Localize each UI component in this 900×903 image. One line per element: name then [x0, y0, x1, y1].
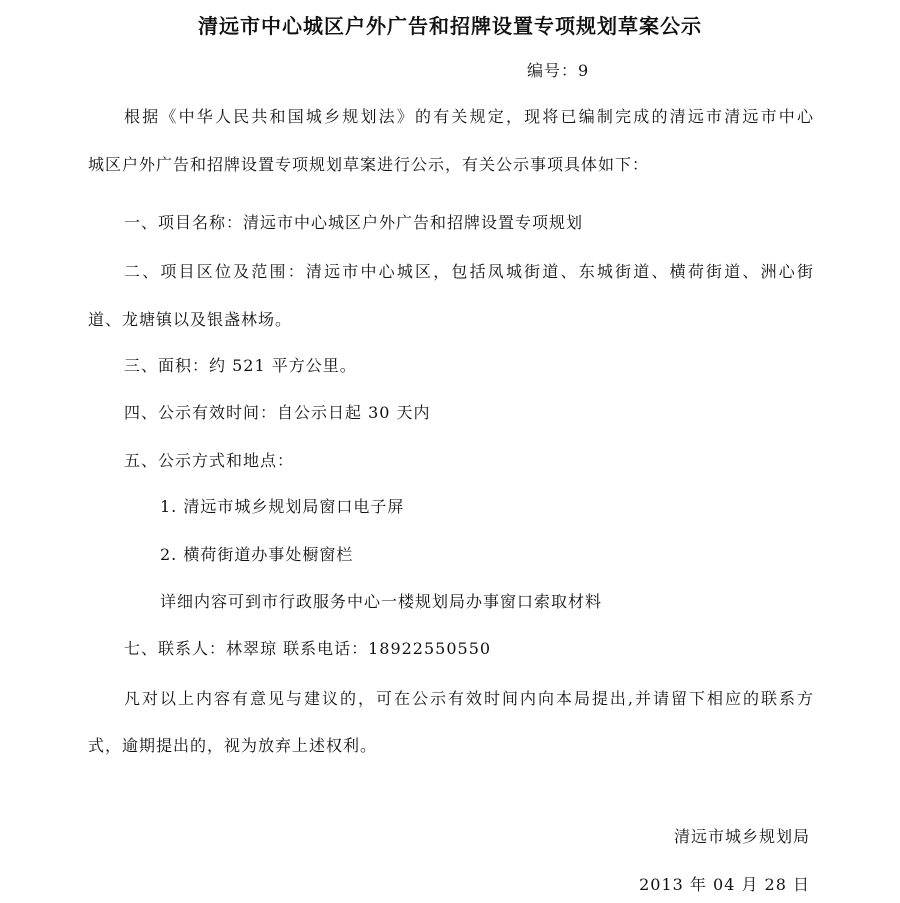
details-note: 详细内容可到市行政服务中心一楼规划局办事窗口索取材料 [160, 592, 603, 611]
item-method: 五、公示方式和地点： [124, 451, 295, 470]
issuing-organization: 清远市城乡规划局 [673, 827, 810, 846]
closing-line-1: 凡对以上内容有意见与建议的，可在公示有效时间内向本局提出,并请留下相应的联系方 [124, 689, 814, 708]
item-period: 四、公示有效时间：自公示日起 30 天内 [124, 403, 431, 422]
intro-line-1: 根据《中华人民共和国城乡规划法》的有关规定，现将已编制完成的清远市清远市中心 [124, 107, 814, 126]
contact-line: 七、联系人：林翠琼 联系电话：18922550550 [124, 639, 492, 658]
closing-line-2: 式，逾期提出的，视为放弃上述权利。 [88, 736, 378, 755]
issue-date: 2013 年 04 月 28 日 [639, 875, 810, 894]
item-scope-line-1: 二、项目区位及范围：清远市中心城区，包括凤城街道、东城街道、横荷街道、洲心街 [124, 262, 814, 281]
item-scope-line-2: 道、龙塘镇以及银盏林场。 [88, 310, 293, 329]
item-area: 三、面积：约 521 平方公里。 [124, 356, 357, 375]
document-title: 清远市中心城区户外广告和招牌设置专项规划草案公示 [198, 14, 702, 38]
intro-line-2: 城区户外广告和招牌设置专项规划草案进行公示，有关公示事项具体如下： [88, 155, 650, 174]
item-project-name: 一、项目名称：清远市中心城区户外广告和招牌设置专项规划 [124, 213, 584, 232]
location-item-2: 2. 横荷街道办事处橱窗栏 [160, 545, 354, 564]
serial-number: 编号：9 [527, 61, 590, 80]
location-item-1: 1. 清远市城乡规划局窗口电子屏 [160, 497, 405, 516]
